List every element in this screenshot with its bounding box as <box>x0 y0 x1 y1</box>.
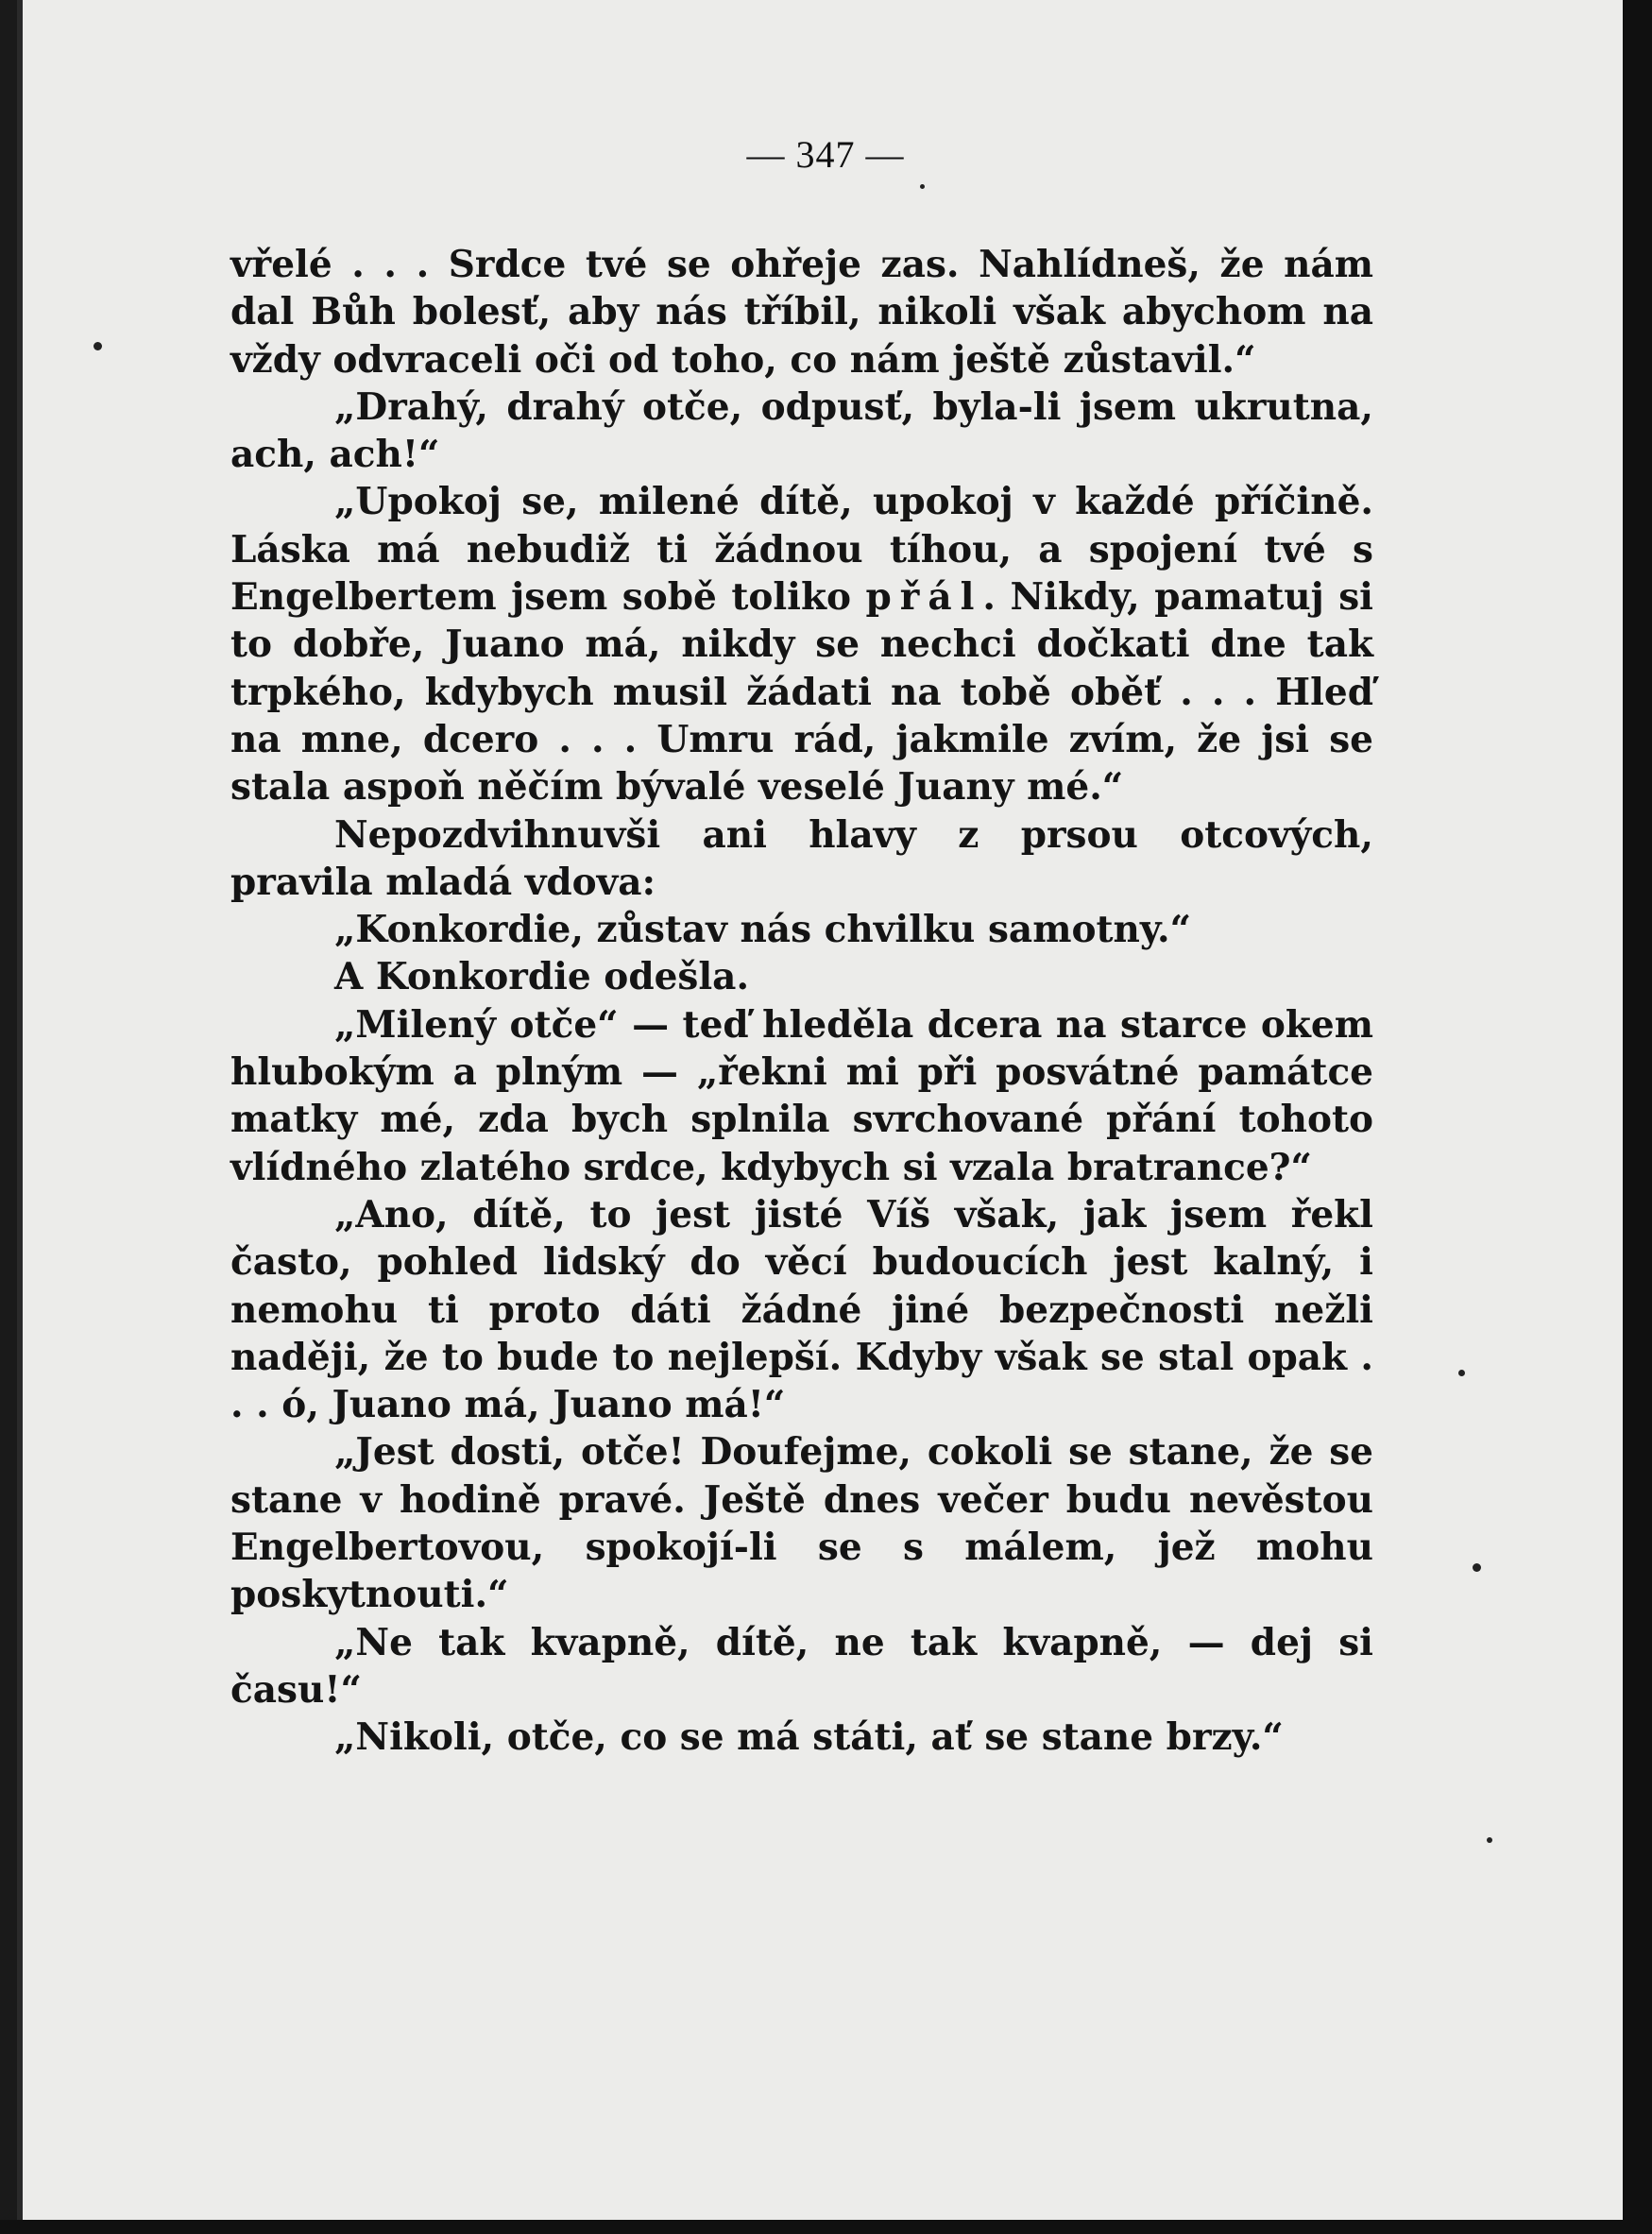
paragraph: „Drahý, drahý otče, odpusť, byla-li jsem ukrutna, ach, ach!“ <box>230 384 1373 477</box>
scan-speck <box>920 184 925 189</box>
paragraph: A Konkordie odešla. <box>334 955 750 999</box>
paragraph: vřelé . . . Srdce tvé se ohřeje zas. Nahlídneš, že nám dal Bůh bolesť, aby nás tříbil, nikoli však abychom na vždy odvraceli oči od toho, co nám ještě zůstavil.“ <box>230 243 1373 382</box>
paragraph-text: „Upokoj se, milené dítě, upokoj v každé příčině. Láska má nebudiž ti žádnou tíhou, a spojení tvé s Engelbertem jsem sobě toliko <box>230 480 1373 620</box>
scan-edge-bottom <box>0 2220 1652 2234</box>
paragraph: „Konkordie, zůstav nás chvilku samotny.“ <box>334 908 1192 952</box>
scan-speck <box>1473 1563 1481 1572</box>
paragraph: „Ne tak kvapně, dítě, ne tak kvapně, — dej si času!“ <box>230 1620 1373 1712</box>
scan-speck <box>1487 1837 1492 1843</box>
paragraph-text: . Nikdy, pamatuj si to dobře, Juano má, nikdy se nechci dočkati dne tak trpkého, kdybych musil žádati na tobě oběť . . . Hleď na mne, dcero . . . Umru rád, jakmile zvím, že jsi se stala aspoň něčím bývalé veselé Juany mé.“ <box>230 575 1373 810</box>
emphasized-word: přál <box>865 575 983 620</box>
body-text <box>230 241 1373 1762</box>
scan-speck <box>94 342 102 350</box>
paragraph <box>230 478 1373 810</box>
scan-edge-right <box>1623 0 1652 2234</box>
paragraph: Nepozdvihnuvši ani hlavy z prsou otcových, pravila mladá vdova: <box>230 812 1373 904</box>
paragraph: „Nikoli, otče, co se má státi, ať se stane brzy.“ <box>334 1715 1284 1760</box>
paragraph: „Ano, dítě, to jest jisté Víš však, jak jsem řekl často, pohled lidský do věcí budoucích jest kalný, i nemohu ti proto dáti žádné jiné bezpečnosti nežli naději, že to bude to nejlepší. Kdyby však se stal opak . . . ó, Juano má, Juano má!“ <box>230 1192 1373 1427</box>
book-page <box>17 0 1623 2220</box>
scan-speck <box>1458 1370 1465 1376</box>
paragraph: „Milený otče“ — teď hleděla dcera na starce okem hlubokým a plným — „řekni mi při posvátné památce matky mé, zda bych splnila svrchované přání tohoto vlídného zlatého srdce, kdybych si vzala bratrance?“ <box>230 1002 1373 1189</box>
paragraph: „Jest dosti, otče! Doufejme, cokoli se stane, že se stane v hodině pravé. Ještě dnes večer budu nevěstou Engelbertovou, spokojí-li se s málem, jež mohu poskytnouti.“ <box>230 1430 1373 1617</box>
page-number: — 347 — <box>746 133 905 176</box>
